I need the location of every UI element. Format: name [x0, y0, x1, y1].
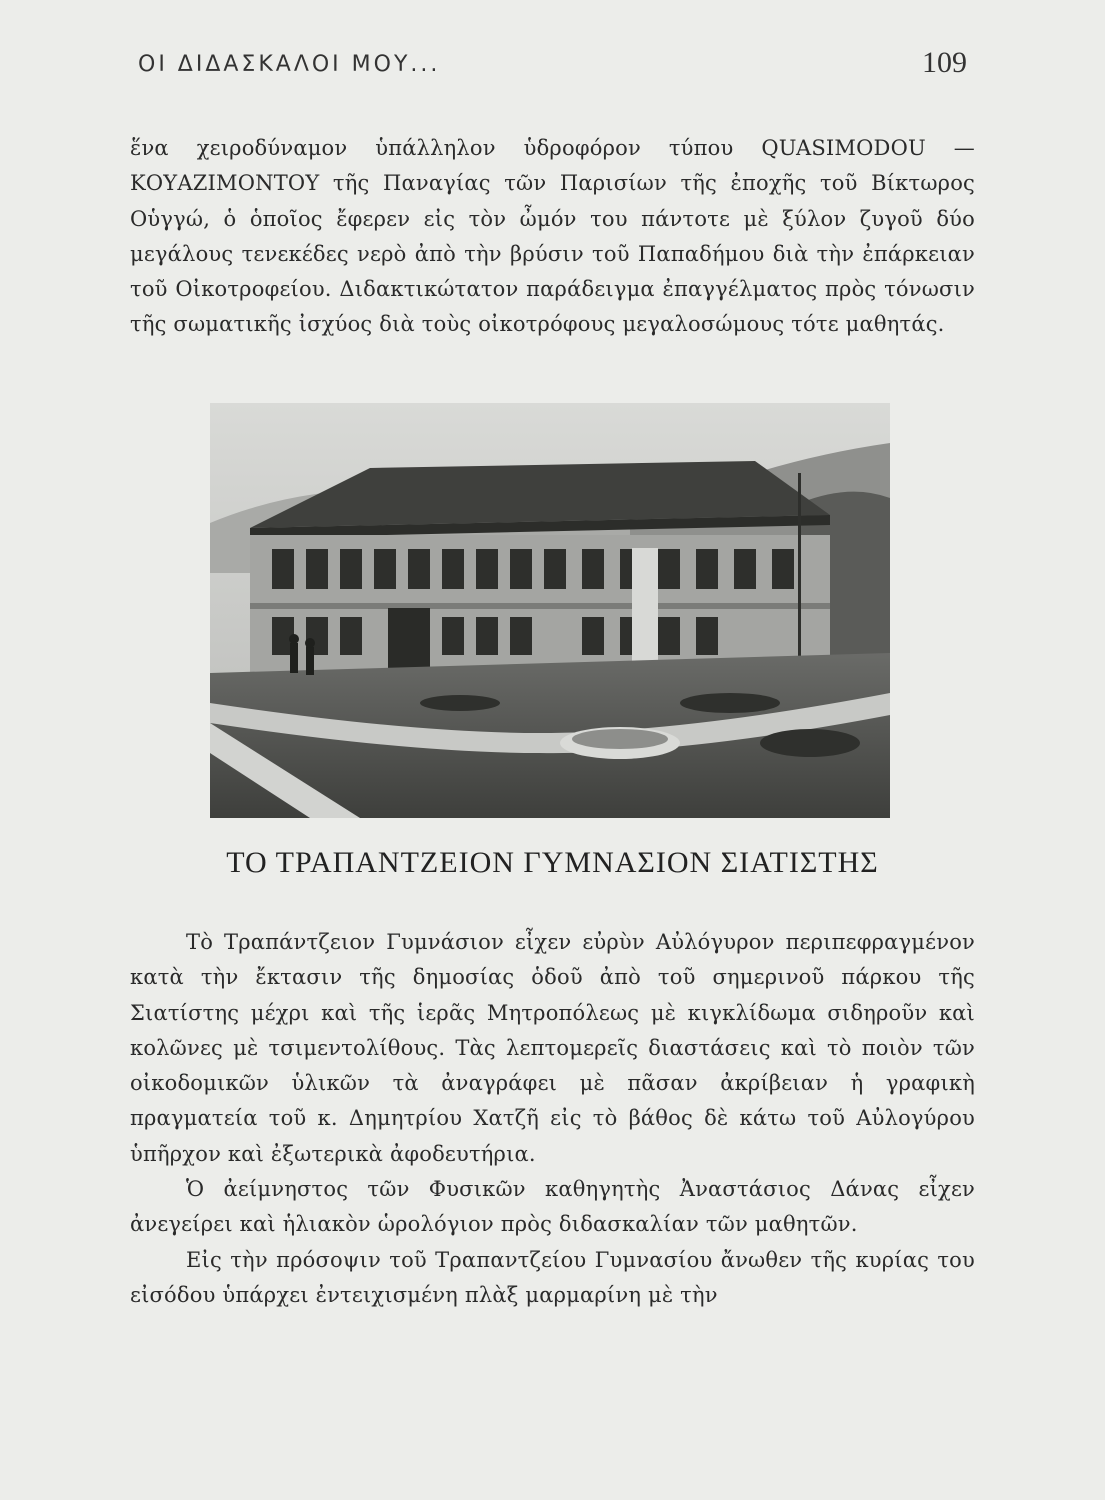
body-paragraph: Ὁ ἀείμνηστος τῶν Φυσικῶν καθηγητὴς Ἀναστάσιος Δάνας εἶχεν ἀνεγείρει καὶ ἡλιακὸν ὡρολόγιον πρὸς διδασκαλίαν τῶν μαθητῶν.	[130, 1177, 975, 1237]
body-paragraph: Τὸ Τραπάντζειον Γυμνάσιον εἶχεν εὐρὺν Αὐλόγυρον περιπεφραγμένον κατὰ τὴν ἔκτασιν τῆς δημοσίας ὁδοῦ ἀπὸ τοῦ σημερινοῦ πάρκου τῆς Σιατίστης μέχρι καὶ τῆς ἱερᾶς Μητροπόλεως μὲ κιγκλίδωμα σιδηροῦν καὶ κολῶνες μὲ τσιμεντολίθους. Τὰς λεπτομερεῖς διαστάσεις καὶ τὸ ποιὸν τῶν οἰκοδομικῶν ὑλικῶν τὰ ἀναγράφει μὲ πᾶσαν ἀκρίβειαν ἡ γραφικὴ πραγματεία τοῦ κ. Δημητρίου Χατζῆ εἰς τὸ βάθος δὲ κάτω τοῦ Αὐλογύρου ὑπῆρχον καὶ ἐξωτερικὰ ἀφοδευτήρια.	[130, 930, 975, 1166]
photo-caption: ΤΟ ΤΡΑΠΑΝΤΖΕΙΟΝ ΓΥΜΝΑΣΙΟΝ ΣΙΑΤΙΣΤΗΣ	[226, 846, 879, 879]
running-title: ΟΙ ΔΙΔΑΣΚΑΛΟΙ ΜΟΥ...	[138, 52, 441, 77]
body-text-block	[130, 925, 975, 1313]
top-paragraph: ἕνα χειροδύναμον ὑπάλληλον ὑδροφόρον τύπου QUASIMODOU — ΚΟΥΑΖΙΜΟΝΤΟΥ τῆς Παναγίας τῶν Παρισίων τῆς ἐποχῆς τοῦ Βίκτωρος Οὑγγώ, ὁ ὁποῖος ἔφερεν εἰς τὸν ὦμόν του πάντοτε μὲ ξύλον ζυγοῦ δύο μεγάλους τενεκέδες νερὸ ἀπὸ τὴν βρύσιν τοῦ Παπαδήμου διὰ τὴν ἐπάρκειαν τοῦ Οἰκοτροφείου. Διδακτικώτατον παράδειγμα ἐπαγγέλματος πρὸς τόνωσιν τῆς σωματικῆς ἰσχύος διὰ τοὺς οἰκοτρόφους μεγαλοσώμους τότε μαθητάς.	[130, 136, 975, 337]
body-paragraph: Εἰς τὴν πρόσοψιν τοῦ Τραπαντζείου Γυμνασίου ἄνωθεν τῆς κυρίας του εἰσόδου ὑπάρχει ἐντειχισμένη πλὰξ μαρμαρίνη μὲ τὴν	[130, 1247, 975, 1307]
page-number: 109	[922, 46, 967, 79]
top-text-block	[130, 131, 975, 343]
school-photograph	[210, 403, 890, 818]
